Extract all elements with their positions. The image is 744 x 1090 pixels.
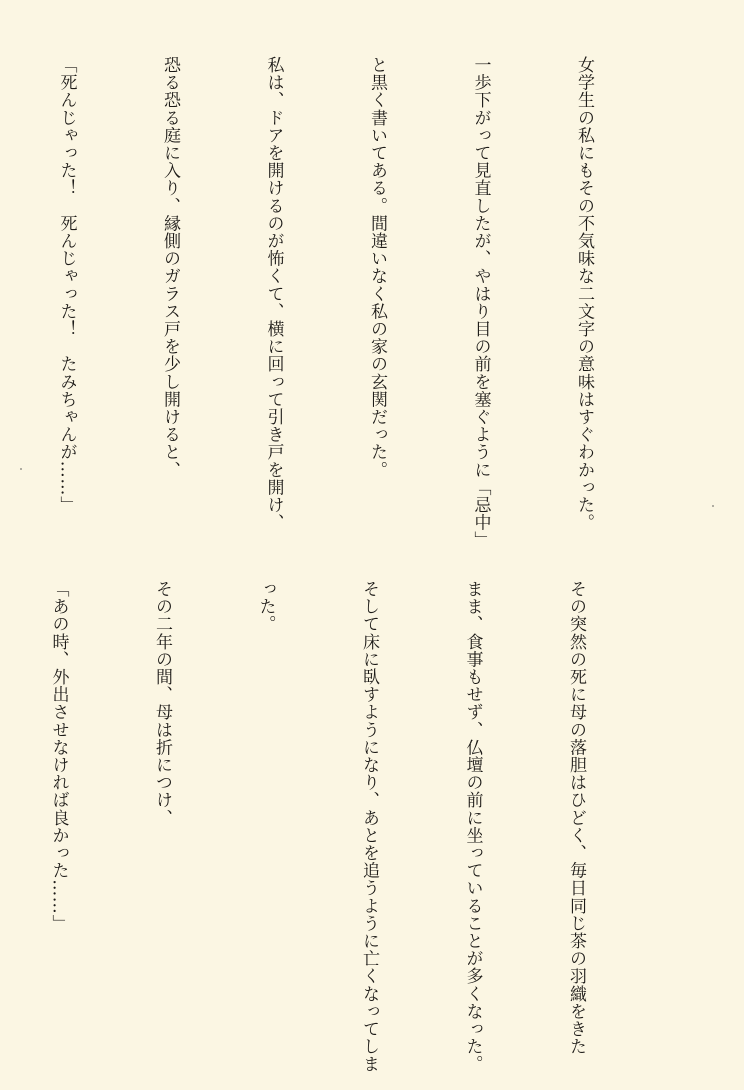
text-section-bottom bbox=[48, 580, 662, 1073]
text-column: と黒く書いてある。間違いなく私の家の玄関だった。 bbox=[367, 56, 387, 479]
text-column: そして床に臥すようになり、あとを追うように亡くなってしま bbox=[359, 580, 379, 1073]
text-column: 女学生の私にもその不気味な二文字の意味はすぐわかった。 bbox=[574, 56, 594, 532]
text-column: その突然の死に母の落胆はひどく、毎日同じ茶の羽織をきた bbox=[566, 580, 586, 1056]
text-section-top bbox=[56, 56, 670, 549]
paper-speck bbox=[20, 468, 22, 470]
text-column: 恐る恐る庭に入り、縁側のガラス戸を少し開けると、 bbox=[160, 56, 180, 479]
text-column: 「死んじゃった！ 死んじゃった！ たみちゃんが……」 bbox=[56, 56, 77, 514]
text-column: った。 bbox=[255, 580, 276, 633]
text-column: 「あの時、外出させなければ良かった……」 bbox=[48, 580, 69, 932]
text-column: 私は、ドアを開けるのが怖くて、横に回って引き戸を開け、 bbox=[263, 56, 284, 532]
text-column: まま、食事もせず、仏壇の前に坐っていることが多くなった。 bbox=[462, 580, 483, 1073]
paper-speck bbox=[712, 505, 714, 507]
text-column: 一歩下がって見直したが、やはり目の前を塞ぐように「忌中」 bbox=[470, 56, 491, 549]
text-column: その二年の間、母は折につけ、 bbox=[152, 580, 172, 827]
